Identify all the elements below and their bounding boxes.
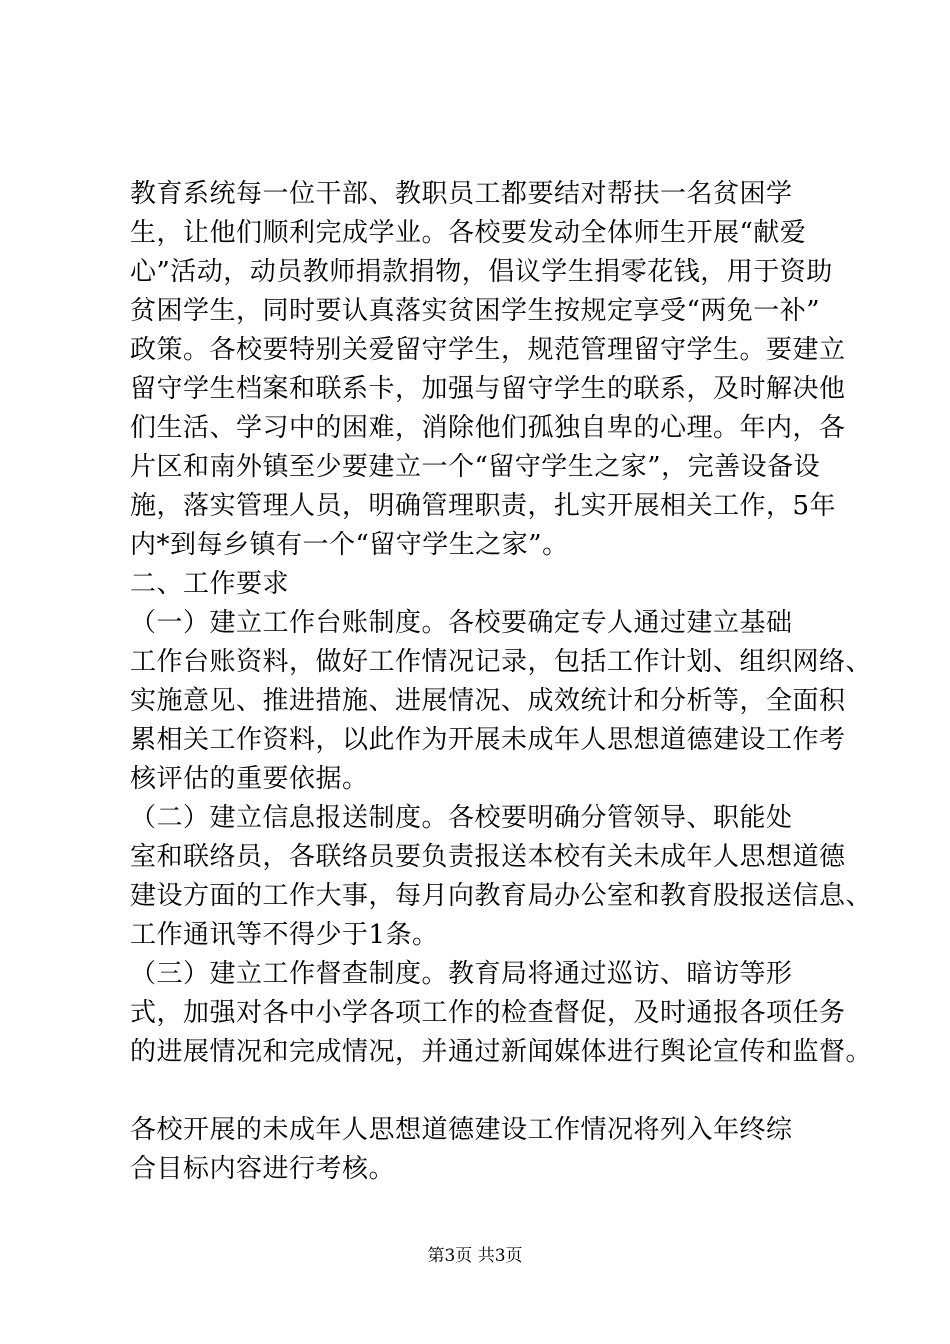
text-line: 教育系统每一位干部、教职员工都要结对帮扶一名贫困学 (130, 179, 793, 209)
text-line: 施，落实管理人员，明确管理职责，扎实开展相关工作，5年 (130, 491, 837, 521)
text-line: 内*到每乡镇有一个“留守学生之家”。 (130, 530, 569, 560)
section-heading: 二、工作要求 (130, 569, 290, 599)
text-line: 建设方面的工作大事，每月向教育局办公室和教育股报送信息、 (130, 881, 873, 911)
text-line: 式，加强对各中小学各项工作的检查督促，及时通报各项任务 (130, 998, 846, 1028)
text-line: 工作通讯等不得少于1条。 (130, 920, 439, 950)
text-line: （二）建立信息报送制度。各校要明确分管领导、职能处 (130, 803, 793, 833)
text-line: 生，让他们顺利完成学业。各校要发动全体师生开展“献爱 (130, 218, 807, 248)
text-line: 实施意见、推进措施、进展情况、成效统计和分析等，全面积 (130, 686, 846, 716)
text-line: 累相关工作资料，以此作为开展未成年人思想道德建设工作考 (130, 725, 846, 755)
text-line: 合目标内容进行考核。 (130, 1154, 396, 1184)
text-line: （一）建立工作台账制度。各校要确定专人通过建立基础 (130, 608, 793, 638)
text-line: 片区和南外镇至少要建立一个“留守学生之家”，完善设备设 (130, 452, 821, 482)
text-line: 留守学生档案和联系卡，加强与留守学生的联系，及时解决他 (130, 374, 846, 404)
text-line: 工作台账资料，做好工作情况记录，包括工作计划、组织网络、 (130, 647, 873, 677)
text-line: 们生活、学习中的困难，消除他们孤独自卑的心理。年内，各 (130, 413, 846, 443)
page-number-footer: 第3页 共3页 (427, 1246, 523, 1266)
text-line: （三）建立工作督查制度。教育局将通过巡访、暗访等形 (130, 959, 793, 989)
text-line: 室和联络员，各联络员要负责报送本校有关未成年人思想道德 (130, 842, 846, 872)
text-line: 核评估的重要依据。 (130, 764, 369, 794)
text-line: 心”活动，动员教师捐款捐物，倡议学生捐零花钱，用于资助 (130, 257, 833, 287)
text-line: 政策。各校要特别关爱留守学生，规范管理留守学生。要建立 (130, 335, 846, 365)
text-line: 的进展情况和完成情况，并通过新闻媒体进行舆论宣传和监督。 (130, 1037, 873, 1067)
text-line: 各校开展的未成年人思想道德建设工作情况将列入年终综 (130, 1115, 793, 1145)
text-line: 贫困学生，同时要认真落实贫困学生按规定享受“两免一补” (130, 296, 821, 326)
